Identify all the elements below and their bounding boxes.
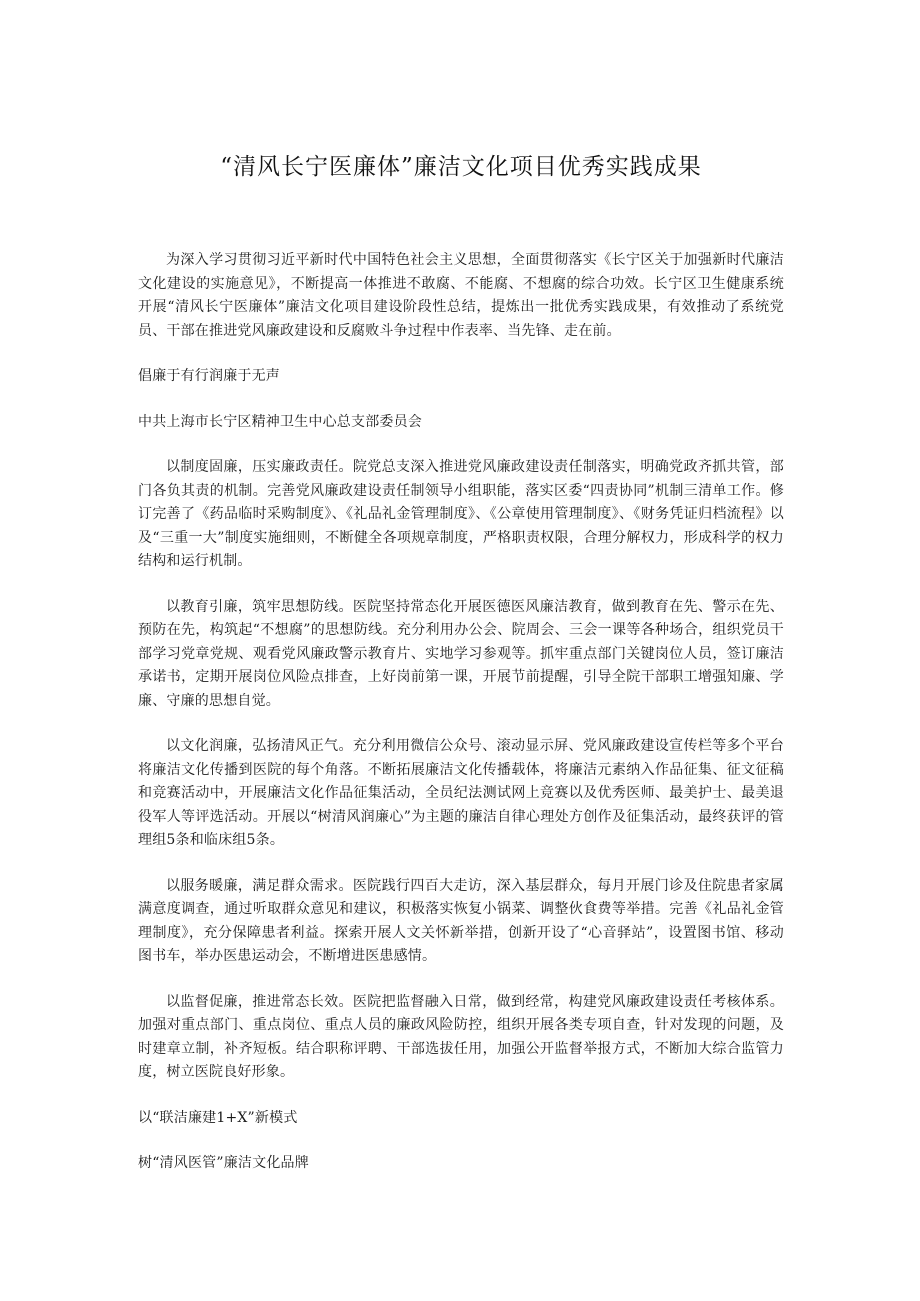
paragraph-education: 以教育引廉，筑牢思想防线。医院坚持常态化开展医德医风廉洁教育，做到教育在先、警示在先、预防在先，构筑起“不想腐”的思想防线。充分利用办公会、院周会、三会一课等各种场合，组织党员干部学习党章党规、观看党风廉政警示教育片、实地学习参观等。抓牢重点部门关键岗位人员，签订廉洁承诺书，定期开展岗位风险点排查，上好岗前第一课，开展节前提醒，引导全院干部职工增强知廉、学廉、守廉的思想自觉。 [138, 598, 784, 709]
intro-paragraph: 为深入学习贯彻习近平新时代中国特色社会主义思想，全面贯彻落实《长宁区关于加强新时代廉洁文化建设的实施意见》，不断提高一体推进不敢腐、不能腐、不想腐的综合功效。长宁区卫生健康系统开展“清风长宁医廉体”廉洁文化项目建设阶段性总结，提炼出一批优秀实践成果，有效推动了系统党员、干部在推进党风廉政建设和反腐败斗争过程中作表率、当先锋、走在前。 [138, 252, 784, 339]
paragraph-culture: 以文化润廉，弘扬清风正气。充分利用微信公众号、滚动显示屏、党风廉政建设宣传栏等多个平台将廉洁文化传播到医院的每个角落。不断拓展廉洁文化传播载体，将廉洁元素纳入作品征集、征文征稿和竞赛活动中，开展廉洁文化作品征集活动，全员纪法测试网上竞赛以及优秀医师、最美护士、最美退役军人等评选活动。开展以“树清风润廉心”为主题的廉洁自律心理处方创作及征集活动，最终获评的管理组5条和临床组5条。 [138, 738, 784, 848]
paragraph-system: 以制度固廉，压实廉政责任。院党总支深入推进党风廉政建设责任制落实，明确党政齐抓共管，部门各负其责的机制。完善党风廉政建设责任制领导小组职能，落实区委“四责协同”机制三清单工作。修订完善了《药品临时采购制度》、《礼品礼金管理制度》、《公章使用管理制度》、《财务凭证归档流程》以及“三重一大”制度实施细则，不断健全各项规章制度，严格职责权限，合理分解权力，形成科学的权力结构和运行机制。 [138, 459, 784, 569]
document-title: “清风长宁医廉体”廉洁文化项目优秀实践成果 [220, 154, 702, 180]
section-heading-2-line2: 树“清风医管”廉洁文化品牌 [138, 1155, 309, 1171]
organization-name: 中共上海市长宁区精神卫生中心总支部委员会 [138, 413, 422, 430]
paragraph-service: 以服务暖廉，满足群众需求。医院践行四百大走访，深入基层群众，每月开展门诊及住院患者家属满意度调查，通过听取群众意见和建议，积极落实恢复小锅菜、调整伙食费等举措。完善《礼品礼金管理制度》，充分保障患者利益。探索开展人文关怀新举措，创新开设了“心音驿站”，设置图书馆、移动图书车，举办医患运动会，不断增进医患感情。 [138, 877, 784, 964]
document-page [138, 148, 784, 1198]
section-heading-2-line1: 以“联洁廉建1+X”新模式 [138, 1109, 298, 1126]
paragraph-supervision: 以监督促廉，推进常态长效。医院把监督融入日常，做到经常，构建党风廉政建设责任考核体系。加强对重点部门、重点岗位、重点人员的廉政风险防控，组织开展各类专项自查，针对发现的问题，及时建章立制，补齐短板。结合职称评聘、干部选拔任用，加强公开监督举报方式，不断加大综合监管力度，树立医院良好形象。 [138, 993, 784, 1080]
section-heading: 倡廉于有行润廉于无声 [138, 368, 280, 384]
